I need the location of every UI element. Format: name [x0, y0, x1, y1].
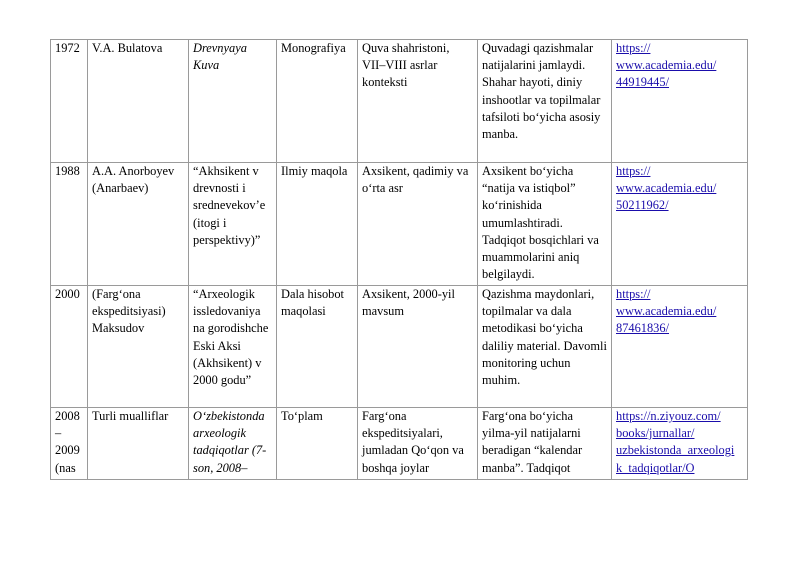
- source-link[interactable]: https:// www.academia.edu/ 50211962/: [616, 164, 717, 213]
- table-row: [51, 40, 748, 163]
- type-cell: Monografiya: [277, 40, 358, 163]
- author-cell: A.A. Anorboyev (Anarbaev): [88, 163, 189, 286]
- link-cell: [612, 40, 748, 163]
- year-cell: 2008 – 2009 (nas: [51, 408, 88, 480]
- title-cell: Drevnyaya Kuva: [189, 40, 277, 163]
- topic-cell: Axsikent, qadimiy va o‘rta asr: [358, 163, 478, 286]
- link-cell: [612, 163, 748, 286]
- type-cell: Dala hisobot maqolasi: [277, 286, 358, 408]
- type-cell: Ilmiy maqola: [277, 163, 358, 286]
- author-cell: (Farg‘ona ekspeditsiyasi) Maksudov: [88, 286, 189, 408]
- table-row: [51, 408, 748, 480]
- source-link[interactable]: https:// www.academia.edu/ 44919445/: [616, 41, 717, 90]
- summary-cell: Axsikent bo‘yicha “natija va istiqbol” ko‘rinishida umumlashtiradi. Tadqiqot bosqichlari va muammolarini aniq belgilaydi.: [478, 163, 612, 286]
- summary-cell: Quvadagi qazishmalar natijalarini jamlaydi. Shahar hayoti, diniy inshootlar va topilmalar tafsiloti bo‘yicha asosiy manba.: [478, 40, 612, 163]
- topic-cell: Farg‘ona ekspeditsiyalari, jumladan Qo‘qon va boshqa joylar: [358, 408, 478, 480]
- type-cell: To‘plam: [277, 408, 358, 480]
- link-cell: [612, 286, 748, 408]
- summary-cell: Farg‘ona bo‘yicha yilma-yil natijalarni beradigan “kalendar manba”. Tadqiqot: [478, 408, 612, 480]
- topic-cell: Axsikent, 2000-yil mavsum: [358, 286, 478, 408]
- table-row: [51, 163, 748, 286]
- author-cell: V.A. Bulatova: [88, 40, 189, 163]
- topic-cell: Quva shahristoni, VII–VIII asrlar konteksti: [358, 40, 478, 163]
- source-link[interactable]: https://n.ziyouz.com/ books/jurnallar/ uzbekistonda_arxeologi k_tadqiqotlar/O: [616, 409, 735, 475]
- year-cell: 2000: [51, 286, 88, 408]
- source-link[interactable]: https:// www.academia.edu/ 87461836/: [616, 287, 717, 336]
- title-cell: O‘zbekistonda arxeologik tadqiqotlar (7-son, 2008–: [189, 408, 277, 480]
- summary-cell: Qazishma maydonlari, topilmalar va dala metodikasi bo‘yicha daliliy material. Davomli monitoring uchun muhim.: [478, 286, 612, 408]
- title-cell: “Arxeologik issledovaniya na gorodishche Eski Aksi (Akhsikent) v 2000 godu”: [189, 286, 277, 408]
- year-cell: 1972: [51, 40, 88, 163]
- literature-table: [50, 39, 748, 480]
- table-row: [51, 286, 748, 408]
- author-cell: Turli mualliflar: [88, 408, 189, 480]
- link-cell: [612, 408, 748, 480]
- year-cell: 1988: [51, 163, 88, 286]
- title-cell: “Akhsikent v drevnosti i srednevekov’e (itogi i perspektivy)”: [189, 163, 277, 286]
